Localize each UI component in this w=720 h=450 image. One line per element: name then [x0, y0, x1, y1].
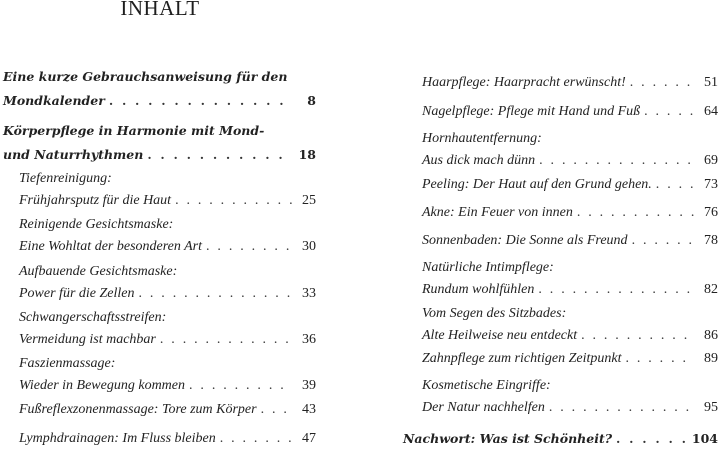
toc-entry-title: Fußreflexzonenmassage: Tore zum Körper [19, 402, 257, 417]
toc-entry[interactable] [422, 202, 718, 224]
toc-entry[interactable] [422, 257, 718, 301]
toc-page-number: 76 [704, 205, 718, 220]
toc-entry[interactable] [19, 168, 316, 212]
toc-page-number: 78 [704, 233, 718, 248]
toc-entry-title: Reinigende Gesichtsmaske: [19, 217, 174, 232]
toc-entry-title: Frühjahrsputz für die Haut [19, 193, 172, 208]
toc-page-number: 47 [302, 431, 316, 446]
toc-entry-title: Nagelpflege: Pflege mit Hand und Fuß [422, 104, 641, 119]
toc-entry-title: Peeling: Der Haut auf den Grund gehen. [422, 177, 652, 192]
toc-entry[interactable] [19, 214, 316, 258]
toc-entry[interactable] [422, 348, 718, 370]
toc-entry-title: Natürliche Intimpflege: [422, 260, 554, 275]
toc-page-number: 86 [704, 328, 718, 343]
toc-entry-title: Der Natur nachhelfen [422, 400, 545, 415]
toc-page-number: 82 [704, 282, 718, 297]
toc-entry-title: Aus dick mach dünn [422, 153, 536, 168]
toc-entry-title: Tiefenreinigung: [19, 171, 112, 186]
toc-entry-title: Eine kurze Gebrauchsanweisung für den [3, 69, 288, 84]
dot-leader [625, 348, 694, 370]
toc-entry[interactable] [422, 230, 718, 252]
dot-leader [109, 90, 292, 112]
toc-entry-title: Akne: Ein Feuer von innen [422, 205, 573, 220]
toc-entry[interactable] [19, 261, 316, 305]
toc-entry[interactable] [403, 428, 718, 450]
toc-entry-title: Hornhautentfernung: [422, 131, 542, 146]
toc-entry-title: Faszienmassage: [19, 356, 116, 371]
toc-page-number: 30 [302, 239, 316, 254]
toc-entry[interactable] [422, 72, 718, 94]
toc-page-number: 43 [302, 402, 316, 417]
dot-leader [577, 202, 694, 224]
toc-page-number: 8 [307, 93, 316, 108]
toc-entry[interactable] [19, 307, 316, 351]
dot-leader [261, 399, 292, 421]
dot-leader [175, 190, 292, 212]
toc-entry[interactable] [19, 428, 316, 450]
toc-entry-title: Wieder in Bewegung kommen [19, 378, 186, 393]
toc-entry-title: Aufbauende Gesichtsmaske: [19, 264, 178, 279]
toc-entry[interactable] [3, 120, 316, 166]
toc-entry-title: Haarpflege: Haarpracht erwünscht! [422, 75, 626, 90]
dot-leader [616, 428, 688, 450]
toc-entry-title: Nachwort: Was ist Schönheit? [403, 431, 613, 446]
toc-page-number: 18 [298, 147, 316, 162]
toc-page-number: 36 [302, 332, 316, 347]
toc-page-number: 73 [704, 177, 718, 192]
toc-page-number: 89 [704, 351, 718, 366]
toc-entry[interactable] [422, 174, 718, 196]
toc-page-number: 39 [302, 378, 316, 393]
toc-entry-title: Rundum wohlfühlen [422, 282, 535, 297]
page-title: INHALT [120, 0, 200, 20]
dot-leader [644, 101, 694, 123]
toc-page-number: 33 [302, 286, 316, 301]
toc-entry-title: Lymphdrainagen: Im Fluss bleiben [19, 431, 216, 446]
dot-leader [160, 329, 292, 351]
toc-entry-title: Vermeidung ist machbar [19, 332, 156, 347]
dot-leader [630, 72, 694, 94]
dot-leader [549, 397, 694, 419]
toc-entry-title: Kosmetische Eingriffe: [422, 378, 551, 393]
toc-entry[interactable] [3, 66, 316, 112]
dot-leader [581, 325, 694, 347]
dot-leader [189, 375, 292, 397]
dot-leader [539, 150, 694, 172]
dot-leader [632, 230, 694, 252]
dot-leader [206, 236, 292, 258]
toc-entry-title: Zahnpflege zum richtigen Zeitpunkt [422, 351, 622, 366]
toc-entry-title: und Naturrhythmen [3, 147, 144, 162]
toc-entry[interactable] [422, 128, 718, 172]
toc-page-number: 69 [704, 153, 718, 168]
toc-entry[interactable] [19, 399, 316, 421]
dot-leader [656, 174, 694, 196]
toc-page-number: 104 [691, 431, 718, 446]
toc-page-number: 64 [704, 104, 718, 119]
toc-entry-title: Körperpflege in Harmonie mit Mond- [3, 123, 265, 138]
dot-leader [147, 144, 292, 166]
toc-entry[interactable] [422, 375, 718, 419]
toc-entry[interactable] [422, 303, 718, 347]
toc-entry-title: Eine Wohltat der besonderen Art [19, 239, 203, 254]
toc-entry[interactable] [19, 353, 316, 397]
toc-entry-title: Vom Segen des Sitzbades: [422, 306, 567, 321]
dot-leader [220, 428, 292, 450]
toc-page-number: 95 [704, 400, 718, 415]
toc-entry-title: Sonnenbaden: Die Sonne als Freund [422, 233, 628, 248]
toc-entry-title: Mondkalender [3, 93, 105, 108]
toc-entry-title: Alte Heilweise neu entdeckt [422, 328, 578, 343]
toc-entry-title: Power für die Zellen [19, 286, 135, 301]
toc-page-number: 51 [704, 75, 718, 90]
dot-leader [538, 279, 694, 301]
dot-leader [139, 283, 293, 305]
toc-entry[interactable] [422, 101, 718, 123]
toc-entry-title: Schwangerschaftsstreifen: [19, 310, 167, 325]
toc-page-number: 25 [302, 193, 316, 208]
